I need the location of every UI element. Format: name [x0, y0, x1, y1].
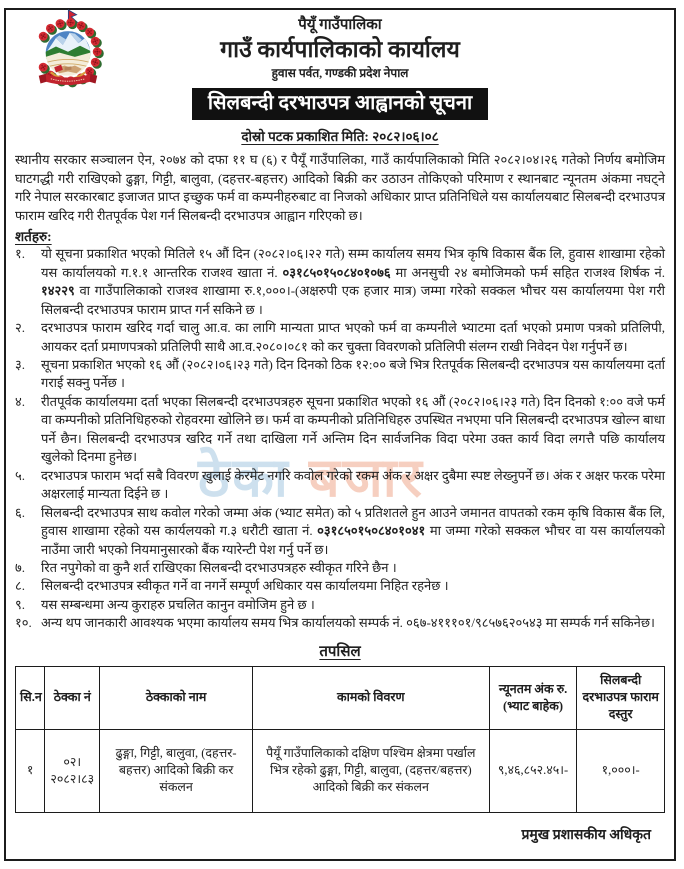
condition-number: १. [15, 246, 26, 262]
condition-text-segment: मा अनसुची २४ बमोजिमको फर्म सहित राजश्व शिर्षक नं. [390, 264, 665, 280]
table-row [16, 729, 665, 812]
condition-item [15, 319, 665, 356]
condition-number: ६. [15, 504, 26, 520]
watermark-part1: ठेका [198, 448, 291, 508]
office-address: हुवास पर्वत, गण्डकी प्रदेश नेपाल [271, 65, 409, 80]
condition-text-segment: वा गाउँपालिकाको राजश्व शाखामा रु.१,०००।-(अक्षरुपी एक हजार मात्र) जम्मा गरेको सक्कल भौचर यस कार्यालयमा पेश गरी सिलबन्दी दरभाउपत्र फाराम प्राप्त गर्न सकिने छ । [41, 283, 665, 317]
account-number: ०३१८५०१५०८४०१०४१ [317, 523, 426, 539]
condition-item [15, 504, 665, 559]
condition-number: ९. [15, 596, 26, 612]
condition-text-segment: सिलबन्दी दरभाउपत्र साथ कवोल गरेको जम्मा अंक (भ्याट समेत) को ५ प्रतिशतले हुन आउने जमानत वापतको रकम कृषि विकास बैंक लि, हुवास शाखामा रहेको यस कार्यलयको ग.३ धरौटी खाता नं. [41, 504, 665, 539]
published-date: दोस्रो पटक प्रकाशित मिति: २०८२।०६।०८ [241, 129, 439, 145]
condition-text-segment: रित नपुगेको वा कुनै शर्त राखिएका सिलबन्दी दरभाउपत्रहरु स्वीकृत गरिने छैन । [41, 559, 397, 575]
condition-text-segment: यस सम्बन्धमा अन्य कुराहरु प्रचलित कानुन वमोजिम हुने छ । [41, 596, 315, 612]
condition-text-segment: मा जम्मा गरेको सक्कल भौचर वा यस कार्यालयको नाउँमा जारी भएको नियमानुसारको बैंक ग्यारेन्टी पेश गर्नु पर्ने छ। [41, 523, 665, 557]
condition-item [15, 614, 665, 632]
condition-text [41, 467, 665, 504]
tapasil-heading: तपसिल [319, 643, 361, 660]
signature-title: प्रमुख प्रशासकीय अधिकृत [521, 827, 651, 843]
table-header-cell: न्यूनतम अंक रु. (भ्याट बाहेक) [489, 666, 577, 729]
table-header-cell: सिलबन्दी दरभाउपत्र फाराम दस्तुर [577, 666, 665, 729]
condition-text [41, 356, 665, 393]
table-cell: १ [16, 729, 45, 812]
table-header-cell: ठेक्काको नाम [100, 666, 253, 729]
table-cell: ढुङ्गा, गिट्टी, बालुवा, (दहत्तर-बहत्तर) आदिको बिक्री कर संकलन [100, 729, 253, 812]
condition-text [41, 559, 665, 577]
office-name: गाउँ कार्यपालिकाको कार्यालय [220, 36, 460, 62]
nepal-government-emblem-icon [25, 6, 111, 94]
table-cell: पैयूँ गाउँपालिकाको दक्षिण पश्चिम क्षेत्रमा पर्खाल भित्र रहेको ढुङ्गा, गिट्टी, बालुवा, (दहत्तर/बहत्तर) आदिको बिक्री कर संकलन [252, 729, 489, 812]
account-number: ०३१८५०१५०८४०१०७६ [282, 264, 391, 280]
condition-text [41, 614, 665, 632]
table-cell: ०२।२०८२।८३ [45, 729, 100, 812]
condition-text [41, 577, 665, 595]
account-number: १४२२९ [41, 283, 75, 299]
condition-text [41, 245, 665, 319]
table-header-cell: ठेक्का नं [45, 666, 100, 729]
condition-number: ४. [15, 393, 26, 409]
notice-title-banner: सिलबन्दी दरभाउपत्र आह्वानको सूचना [192, 88, 488, 120]
condition-item [15, 467, 665, 504]
table-header-cell: सि.न [16, 666, 45, 729]
table-header-row [16, 666, 665, 729]
watermark-part2: बजार [308, 448, 425, 508]
condition-text [41, 319, 665, 356]
table-body [16, 729, 665, 812]
condition-text-segment: दरभाउपत्र फाराम खरिद गर्दा चालु आ.व. का लागि मान्यता प्राप्त भएको फर्म वा कम्पनीले भ्याटमा दर्ता भएको प्रमाण पत्रको प्रतिलिपी, आयकर दर्ता प्रमाणपत्रको प्रतिलिपी साथै आ.व.२०८०।०८१ को कर चुक्ता विवरणको प्रतिलिपी संलग्न राखी निवेदन पेश गर्नुपर्ने छ। [41, 320, 665, 354]
table-header-cell: कामको विवरण [252, 666, 489, 729]
condition-number: ५. [15, 467, 26, 483]
condition-text-segment: सूचना प्रकाशित भएको १६ औं (२०८२।०६।२३ गते) दिन दिनको ठिक १२:०० बजे भित्र रितपूर्वक सिलबन्दी दरभाउपत्र यस कार्यालयमा दर्ता गराई सक्नु पर्नेछ । [41, 356, 665, 391]
conditions-list [15, 245, 665, 633]
condition-number: ८. [15, 578, 26, 594]
table-cell: ९,४६,८५२.४५।- [489, 729, 577, 812]
condition-item [15, 559, 665, 577]
condition-text-segment: रीतपूर्वक कार्यालयमा दर्ता भएका सिलबन्दी दरभाउपत्रहरु सूचना प्रकाशित भएको १६ औं (२०८२।०६।२३ गते) दिन दिनको १:०० वजे फर्म वा कम्पनीको प्रतिनिधिहरुको रोहवरमा खोलिने छ। फर्म वा कम्पनीको प्रतिनिधिहरु उपस्थित नभएमा पनि सिलबन्दी दरभाउपत्र खोल्न बाधा पर्ने छैन। सिलबन्दी दरभाउपत्र खरिद गर्ने तथा दाखिला गर्ने अन्तिम दिन सार्वजनिक विदा परेमा उक्त कार्य विदा लगत्तै पछि कार्यालय खुलेको दिनमा हुनेछ। [41, 393, 665, 465]
condition-item [15, 356, 665, 393]
condition-text [41, 504, 665, 559]
condition-text-segment: दरभाउपत्र फाराम भर्दा सबै विवरण खुलाई केरमेट नगरि कवोल गरेको रकम अंक र अक्षर दुबैमा स्पष्ट लेख्नुपर्ने छ। अंक र अक्षर फरक परेमा अक्षरलाई मान्यता दिईने छ । [41, 467, 665, 502]
condition-number: १०. [15, 615, 32, 631]
table-cell: १,०००।- [577, 729, 665, 812]
condition-number: ७. [15, 559, 26, 575]
condition-text-segment: यो सूचना प्रकाशित भएको मितिले १५ औं दिन (२०८२।०६।२२ गते) सम्म कार्यालय समय भित्र कृषि विकास बैंक लि, हुवास शाखामा रहेको यस कार्यालयको ग.१.१ आन्तरिक राजश्व खाता नं. [41, 246, 665, 280]
condition-number: २. [15, 320, 26, 336]
intro-paragraph: स्थानीय सरकार सञ्चालन ऐन, २०७४ को दफा ११ घ (६) र पैयूँ गाउँपालिका, गाउँ कार्यपालिकाको मिति २०८२।०४।२६ गतेको निर्णय बमोजिम घाटगद्धी गरी राखिएको ढुङ्गा, गिट्टी, बालुवा, (दहत्तर-बहत्तर) आदिको बिक्री कर उठाउन तोकिएको परिमाण र स्थानबाट न्यूनतम अंकमा नघट्ने गरि नेपाल सरकारबाट इजाजत प्राप्त इच्छुक फर्म वा कम्पनीहरुबाट वा निजको अधिकार प्राप्त प्रतिनिधिले यस कार्यालयबाट सिलबन्दी दरभाउपत्र फाराम खरिद गरी रीतपूर्वक पेश गर्न सिलबन्दी दरभाउपत्र आह्वान गरिएको छ। [15, 152, 665, 223]
tender-table [15, 666, 665, 813]
condition-item [15, 393, 665, 467]
conditions-heading: शर्तहरु: [15, 229, 52, 245]
condition-item [15, 245, 665, 319]
condition-item [15, 596, 665, 614]
notice-page [4, 8, 676, 861]
letterhead [15, 10, 665, 145]
condition-text-segment: अन्य थप जानकारी आवश्यक भएमा कार्यालय समय भित्र कार्यालयको सम्पर्क नं. ०६७-४१११०१/९८५७६२०५४३ मा सम्पर्क गर्न सकिनेछ। [41, 615, 655, 631]
condition-item [15, 577, 665, 595]
condition-text [41, 596, 665, 614]
condition-text [41, 393, 665, 467]
condition-number: ३. [15, 356, 26, 372]
municipality-name: पैयूँ गाउँपालिका [298, 17, 382, 33]
condition-text-segment: सिलबन्दी दरभाउपत्र स्वीकृत गर्ने वा नगर्ने सम्पूर्ण अधिकार यस कार्यालयमा निहित रहनेछ । [41, 578, 449, 594]
